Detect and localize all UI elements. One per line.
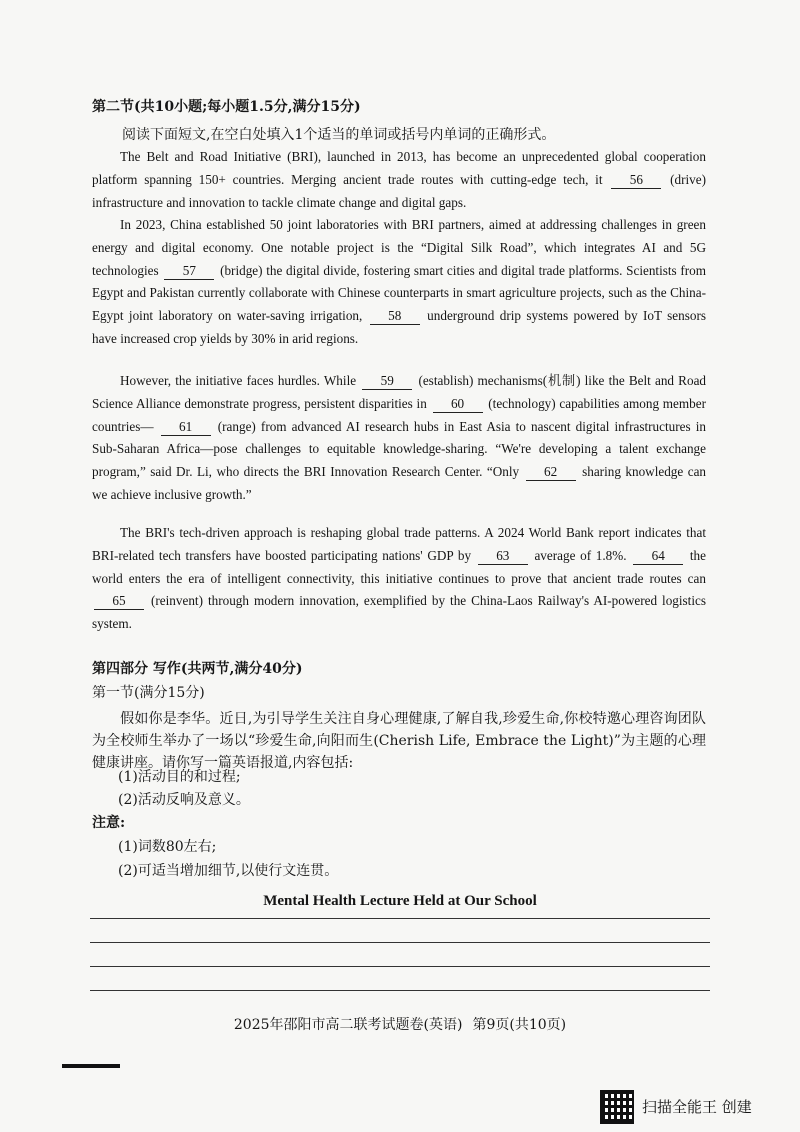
- blank-65: 65: [94, 593, 144, 610]
- blank-62: 62: [526, 464, 576, 481]
- blank-64: 64: [633, 548, 683, 565]
- page-footer: [0, 1014, 800, 1034]
- writing-line: [90, 942, 710, 943]
- writing-line: [90, 966, 710, 967]
- task-point-1: (1)活动目的和过程;: [118, 769, 241, 785]
- scanner-watermark: 扫描全能王 创建: [642, 1098, 752, 1116]
- task-point-2: (2)活动反响及意义。: [118, 792, 250, 808]
- passage-paragraph-1: The Belt and Road Initiative (BRI), launched in 2013, has become an unprecedented global cooperation platform spanning 150+ countries. Merging ancient trade routes with cutting-edge tech, it 56 (drive) infrastructure and innovation to tackle climate change and digital gaps.: [92, 149, 707, 210]
- footer-page-number: 第9页(共10页): [472, 1017, 567, 1033]
- part4-section1: 第一节(满分15分): [92, 685, 205, 701]
- writing-line: [90, 990, 710, 991]
- passage-paragraph-4: The BRI's tech-driven approach is reshaping global trade patterns. A 2024 World Bank report indicates that BRI-related tech transfers have boosted participating nations' GDP by 63 average of 1.8%. 64 the world enters the era of intelligent connectivity, this initiative continues to prove that ancient trade routes can 65 (reinvent) through modern innovation, exemplified by the China-Laos Railway's AI-powered logistics system.: [92, 525, 707, 632]
- note-label: 注意:: [92, 815, 126, 831]
- section-instruction: 阅读下面短文,在空白处填入1个适当的单词或括号内单词的正确形式。: [122, 127, 556, 143]
- section-header: 第二节(共10小题;每小题1.5分,满分15分): [92, 99, 361, 115]
- writing-line: [90, 918, 710, 919]
- passage-paragraph-2: In 2023, China established 50 joint laboratories with BRI partners, aimed at addressing challenges in green energy and digital economy. One notable project is the “Digital Silk Road”, which integrates AI and 5G technologies 57 (bridge) the digital divide, fostering smart cities and digital trade platforms. Scientists from Egypt and Pakistan currently collaborate with Chinese counterparts in smart agriculture projects, such as the China-Egypt joint laboratory on water-saving irrigation, 58 underground drip systems powered by IoT sensors have increased crop yields by 30% in arid regions.: [92, 217, 707, 346]
- passage-paragraph-3: However, the initiative faces hurdles. While 59 (establish) mechanisms(机制) like the Belt and Road Science Alliance demonstrate progress, persistent disparities in 60 (technology) capabilities among member countries— 61 (range) from advanced AI research hubs in East Asia to nascent digital infrastructures in Sub-Saharan Africa—pose challenges to equitable knowledge-sharing. “We're developing a talent exchange program,” said Dr. Li, who directs the BRI Innovation Research Center. “Only 62 sharing knowledge can we achieve inclusive growth.”: [92, 373, 707, 502]
- blank-59: 59: [362, 373, 412, 390]
- footer-exam-title: 2025年邵阳市高二联考试题卷(英语): [233, 1017, 463, 1033]
- essay-title: Mental Health Lecture Held at Our School: [263, 893, 537, 909]
- blank-63: 63: [478, 548, 528, 565]
- part4-title: 第四部分 写作(共两节,满分40分): [92, 661, 303, 677]
- blank-60: 60: [433, 396, 483, 413]
- blank-56: 56: [611, 172, 661, 189]
- blank-58: 58: [370, 308, 420, 325]
- scan-edge-mark: [62, 1064, 120, 1068]
- qr-code-icon: [600, 1090, 634, 1124]
- blank-61: 61: [161, 419, 211, 436]
- note-1: (1)词数80左右;: [118, 839, 217, 855]
- writing-task: 假如你是李华。近日,为引导学生关注自身心理健康,了解自我,珍爱生命,你校特邀心理咨询团队为全校师生举办了一场以“珍爱生命,向阳而生(Cherish Life, Embrace the Light)”为主题的心理健康讲座。请你写一篇英语报道,内容包括:: [92, 711, 706, 771]
- blank-57: 57: [164, 263, 214, 280]
- note-2: (2)可适当增加细节,以使行文连贯。: [118, 863, 339, 879]
